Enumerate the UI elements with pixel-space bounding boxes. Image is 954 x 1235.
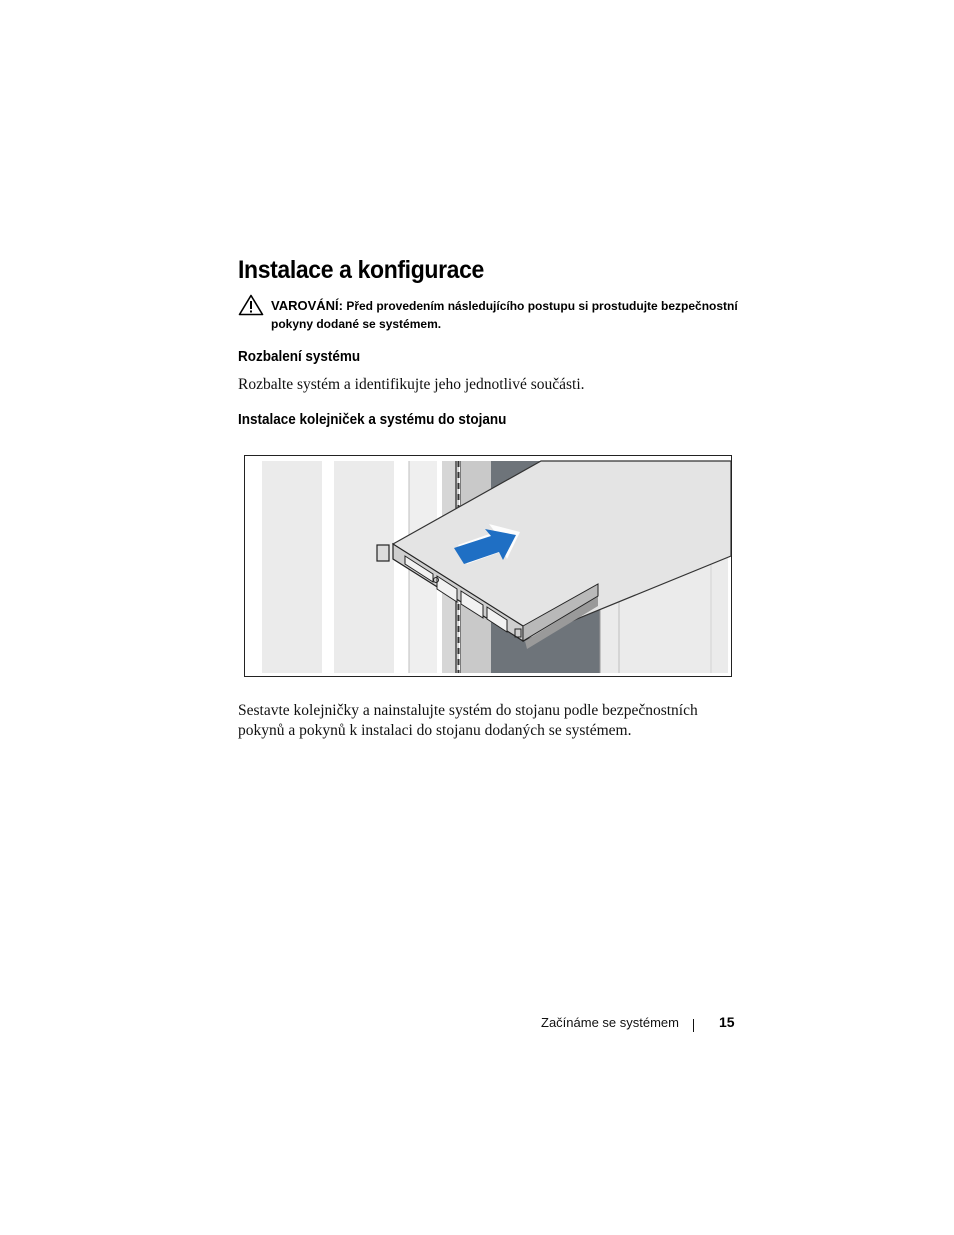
section-heading-rack-install: Instalace kolejniček a systému do stojanu [238,412,507,428]
section-body-rack-install: Sestavte kolejničky a nainstalujte systém do stojanu podle bezpečnostních pokynů a pokynů k instalaci do stojanu dodaných se systémem. [238,702,698,739]
rack-server-image [245,456,731,676]
warning-label: VAROVÁNÍ: [271,298,343,313]
rack-installation-illustration [244,455,732,677]
warning-text-line1: Před provedením následujícího postupu si prostudujte bezpečnostní [346,299,738,313]
warning-triangle-icon [238,294,264,316]
warning-text-line2: pokyny dodané se systémem. [271,317,442,331]
section-body-unpacking: Rozbalte systém a identifikujte jeho jednotlivé součásti. [238,376,585,393]
footer-page-number: 15 [719,1014,735,1030]
warning-note [271,297,741,333]
footer-separator [693,1019,694,1032]
page-title: Instalace a konfigurace [238,256,484,284]
footer-chapter-title: Začínáme se systémem [541,1015,679,1030]
section-heading-unpacking: Rozbalení systému [238,349,361,365]
